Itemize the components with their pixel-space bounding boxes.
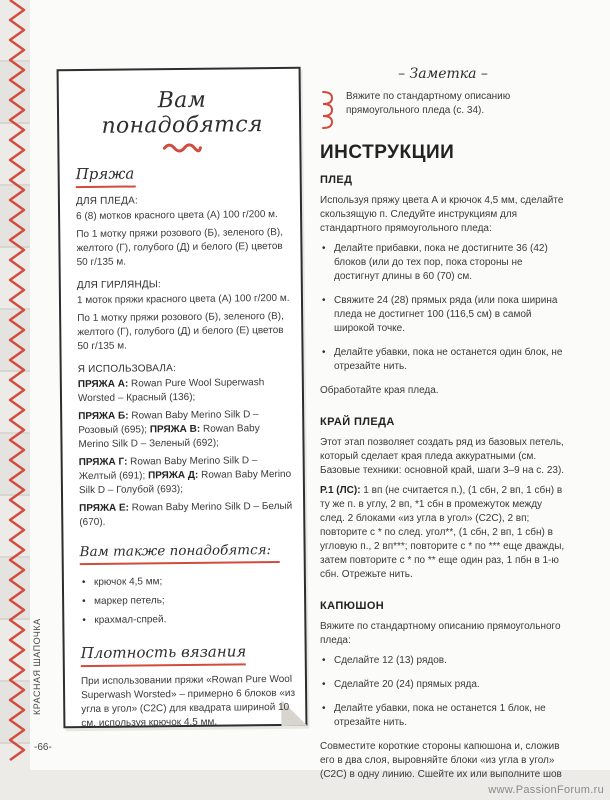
plaid-heading: ПЛЕД (320, 174, 353, 186)
edge-heading: КРАЙ ПЛЕДА (320, 416, 395, 428)
yarn-heading: Пряжа (76, 163, 290, 188)
edge-row-text: Р.1 (ЛС): 1 вп (не считается п.), (1 сбн, 2 вп, 1 сбн) в ту же п. в углу, 2 вп, *1 сбн в промежуток между след. 2 блоками «из угла в угол» (С2С), 2 вп; повторите с * по след. угол**, (1 сбн, 2 вп, 1 сбн) в угловую п., 2 вп***; повторите с * по *** еще дважды, затем повторите с * по ** еще один раз, 1 пбн в 1-ю сбн. Отрежьте нить. (320, 485, 565, 580)
garland-text-2: По 1 мотку пряжи розового (Б), зеленого (В), желтого (Г), голубого (Д) и белого (Е) цветов 50 г/135 м. (77, 310, 284, 353)
instructions-heading: ИНСТРУКЦИИ (320, 142, 455, 163)
hood-steps-list (320, 654, 566, 730)
plaid-intro: Используя пряжу цвета А и крючок 4,5 мм, сделайте скользящую п. Следуйте инструкциям для стандартного прямоугольного пледа: (320, 195, 564, 234)
also-needed-heading: Вам также понадобятся: (80, 542, 294, 565)
zigzag-border-decoration (6, 0, 28, 800)
heading-underline (76, 185, 136, 188)
hood-heading: КАПЮШОН (320, 600, 385, 612)
blanket-text-1: 6 (8) мотков красного цвета (А) 100 г/200 м. (76, 208, 278, 223)
note-box (320, 90, 566, 118)
gauge-heading: Плотность вязания (81, 642, 295, 667)
heading-underline (80, 561, 280, 565)
note-text: Вяжите по стандартному описанию прямоугольного пледа (с. 34). (346, 91, 511, 116)
yarn-a-line: ПРЯЖА А: Rowan Pure Wool Superwash Worsted – Красный (136); (77, 377, 265, 405)
materials-card (57, 67, 308, 729)
list-item: • крючок 4,5 мм; (80, 571, 294, 592)
list-item: • Сделайте 20 (24) прямых ряда. (320, 678, 566, 692)
materials-title: Вам понадобятся (101, 87, 263, 139)
yarn-d-e-line: ПРЯЖА Г: Rowan Baby Merino Silk D – Желтый (691); ПРЯЖА Д: Rowan Baby Merino Silk D – Голубой (693); (78, 455, 292, 497)
blanket-heading: ДЛЯ ПЛЕДА: (75, 195, 138, 208)
heading-underline (81, 663, 246, 667)
garland-text-1: 1 моток пряжи красного цвета (А) 100 г/200 м. (76, 292, 290, 307)
used-heading: Я ИСПОЛЬЗОВАЛА: (77, 363, 176, 376)
list-item: • крахмал-спрей. (80, 609, 294, 630)
edge-text: Этот этап позволяет создать ряд из базовых петель, который сделает края пледа аккуратными (см. Базовые техники: основной край, шаги 3–9 на с. 23). (320, 437, 565, 476)
blanket-text-2: По 1 мотку пряжи розового (Б), зеленого (В), желтого (Г), голубого (Д) и белого (Е) цветов 50 г/135 м. (76, 226, 284, 269)
list-item: • Свяжите 24 (28) прямых ряда (или пока ширина пледа не достигнет 100 (116,5 см) в самой широкой точке. (320, 294, 566, 336)
list-item: • Делайте прибавки, пока не достигните 36 (42) блоков (или до тех пор, пока стороны не достигнут длины в 60 (70) см. (320, 242, 566, 284)
bracket-decoration-icon (320, 90, 336, 136)
hood-after: Совместите короткие стороны капюшона и, сложив его в два слоя, выровняйте блоки «из угла в угол» (С2С) в одну линию. Сшейте их или выполните шов (320, 741, 562, 780)
gauge-text: При использовании пряжи «Rowan Pure Wool Superwash Worsted» – примерно 6 блоков «из угла в угол» (С2С) для квадрата шириной 10 см, используя крючок 4,5 мм. (80, 673, 296, 730)
squiggle-divider-icon (162, 142, 202, 154)
list-item: • Делайте убавки, пока не останется 1 блок, не отрезайте нить. (320, 702, 566, 730)
hood-intro: Вяжите по стандартному описанию прямоугольного пледа: (320, 621, 561, 646)
list-item: • Сделайте 12 (13) рядов. (320, 654, 566, 668)
yarn-f-line: ПРЯЖА Е: Rowan Baby Merino Silk D – Белый (670). (79, 500, 293, 529)
instructions-column (320, 60, 566, 788)
list-item: • маркер петель; (80, 590, 294, 611)
list-item: • Делайте убавки, пока не останется один блок, не отрезайте нить. (320, 346, 566, 374)
garland-heading: ДЛЯ ГИРЛЯНДЫ: (76, 279, 161, 292)
note-heading: – Заметка – (398, 66, 488, 82)
also-needed-list (80, 571, 295, 630)
page-number: -66- (34, 742, 52, 753)
side-section-label: КРАСНАЯ ШАПОЧКА (32, 618, 42, 715)
plaid-after: Обработайте края пледа. (320, 385, 439, 396)
yarn-b-c-line: ПРЯЖА Б: Rowan Baby Merino Silk D – Розовый (695); ПРЯЖА В: Rowan Baby Merino Silk D – Зеленый (692); (78, 409, 260, 451)
plaid-steps-list (320, 242, 566, 374)
watermark: www.PassionForum.ru (488, 784, 604, 796)
